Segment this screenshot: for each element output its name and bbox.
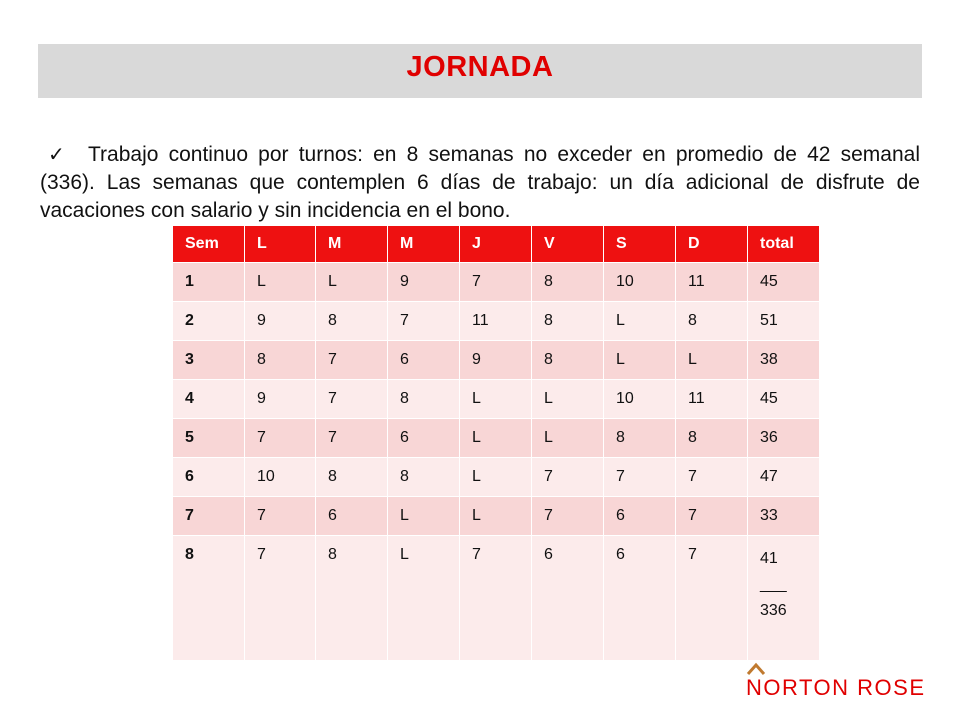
cell-s: 10 [604, 380, 676, 419]
cell-v: 8 [532, 263, 604, 302]
cell-j: L [460, 380, 532, 419]
cell-l: 9 [245, 302, 316, 341]
table-row [173, 536, 820, 661]
cell-s: 8 [604, 419, 676, 458]
cell-m1: 8 [316, 458, 388, 497]
cell-m1: 7 [316, 380, 388, 419]
cell-l: 10 [245, 458, 316, 497]
cell-v: 6 [532, 536, 604, 661]
cell-d: L [676, 341, 748, 380]
cell-m1: L [316, 263, 388, 302]
cell-v: 7 [532, 497, 604, 536]
cell-j: 9 [460, 341, 532, 380]
cell-total: 47 [748, 458, 820, 497]
cell-l: 7 [245, 419, 316, 458]
col-header-s: S [604, 226, 676, 263]
cell-s: L [604, 302, 676, 341]
table-row [173, 497, 820, 536]
table-row [173, 458, 820, 497]
logo-text: NORTON ROSE [746, 675, 926, 700]
col-header-l: L [245, 226, 316, 263]
week-number: 3 [173, 341, 245, 380]
bullet-text: Trabajo continuo por turnos: en 8 semanas no exceder en promedio de 42 semanal (336). Las semanas que contemplen 6 días de trabajo: un día adicional de disfrute de vacaciones con salario y sin incidencia en el bono. [40, 143, 920, 222]
cell-j: L [460, 458, 532, 497]
col-header-d: D [676, 226, 748, 263]
week-number: 7 [173, 497, 245, 536]
week-number: 6 [173, 458, 245, 497]
cell-m2: 7 [388, 302, 460, 341]
week-number: 2 [173, 302, 245, 341]
cell-total: 33 [748, 497, 820, 536]
col-header-m1: M [316, 226, 388, 263]
cell-v: 8 [532, 341, 604, 380]
cell-l: L [245, 263, 316, 302]
cell-l: 8 [245, 341, 316, 380]
week-number: 1 [173, 263, 245, 302]
cell-j: 11 [460, 302, 532, 341]
cell-total: 51 [748, 302, 820, 341]
cell-s: 7 [604, 458, 676, 497]
cell-s: L [604, 341, 676, 380]
cell-m1: 8 [316, 536, 388, 661]
cell-total: 36 [748, 419, 820, 458]
table-row [173, 341, 820, 380]
schedule-table [172, 226, 819, 660]
grand-total: 336 [760, 602, 787, 619]
cell-d: 8 [676, 302, 748, 341]
cell-d: 11 [676, 380, 748, 419]
cell-m2: 8 [388, 458, 460, 497]
col-header-sem: Sem [173, 226, 245, 263]
cell-m2: L [388, 497, 460, 536]
col-header-v: V [532, 226, 604, 263]
cell-m1: 6 [316, 497, 388, 536]
cell-s: 10 [604, 263, 676, 302]
week-number: 4 [173, 380, 245, 419]
table-row [173, 380, 820, 419]
cell-m1: 7 [316, 341, 388, 380]
cell-m1: 7 [316, 419, 388, 458]
cell-d: 7 [676, 497, 748, 536]
check-icon: ✓ [48, 144, 65, 166]
cell-j: 7 [460, 263, 532, 302]
col-header-total: total [748, 226, 820, 263]
cell-s: 6 [604, 536, 676, 661]
table-row [173, 302, 820, 341]
cell-total-stack [748, 536, 820, 661]
page-title: JORNADA [406, 51, 554, 83]
cell-total: 41 [760, 550, 778, 567]
cell-total: 45 [748, 263, 820, 302]
col-header-j: J [460, 226, 532, 263]
chevron-up-icon [746, 662, 766, 676]
cell-d: 8 [676, 419, 748, 458]
cell-s: 6 [604, 497, 676, 536]
table-row [173, 263, 820, 302]
cell-m2: 9 [388, 263, 460, 302]
table-row [173, 419, 820, 458]
cell-m2: 6 [388, 341, 460, 380]
cell-d: 11 [676, 263, 748, 302]
title-banner [38, 44, 922, 98]
cell-v: 7 [532, 458, 604, 497]
norton-rose-logo [740, 662, 930, 702]
cell-l: 7 [245, 536, 316, 661]
cell-v: L [532, 380, 604, 419]
week-number: 5 [173, 419, 245, 458]
bullet-paragraph [40, 141, 920, 225]
cell-v: 8 [532, 302, 604, 341]
cell-v: L [532, 419, 604, 458]
cell-total: 38 [748, 341, 820, 380]
week-number: 8 [173, 536, 245, 661]
cell-j: 7 [460, 536, 532, 661]
cell-l: 7 [245, 497, 316, 536]
cell-total: 45 [748, 380, 820, 419]
cell-m2: 8 [388, 380, 460, 419]
col-header-m2: M [388, 226, 460, 263]
sum-line: ___ [760, 576, 787, 593]
cell-m1: 8 [316, 302, 388, 341]
cell-d: 7 [676, 536, 748, 661]
cell-l: 9 [245, 380, 316, 419]
cell-m2: L [388, 536, 460, 661]
table-header-row [173, 226, 820, 263]
cell-j: L [460, 497, 532, 536]
cell-j: L [460, 419, 532, 458]
cell-d: 7 [676, 458, 748, 497]
cell-m2: 6 [388, 419, 460, 458]
